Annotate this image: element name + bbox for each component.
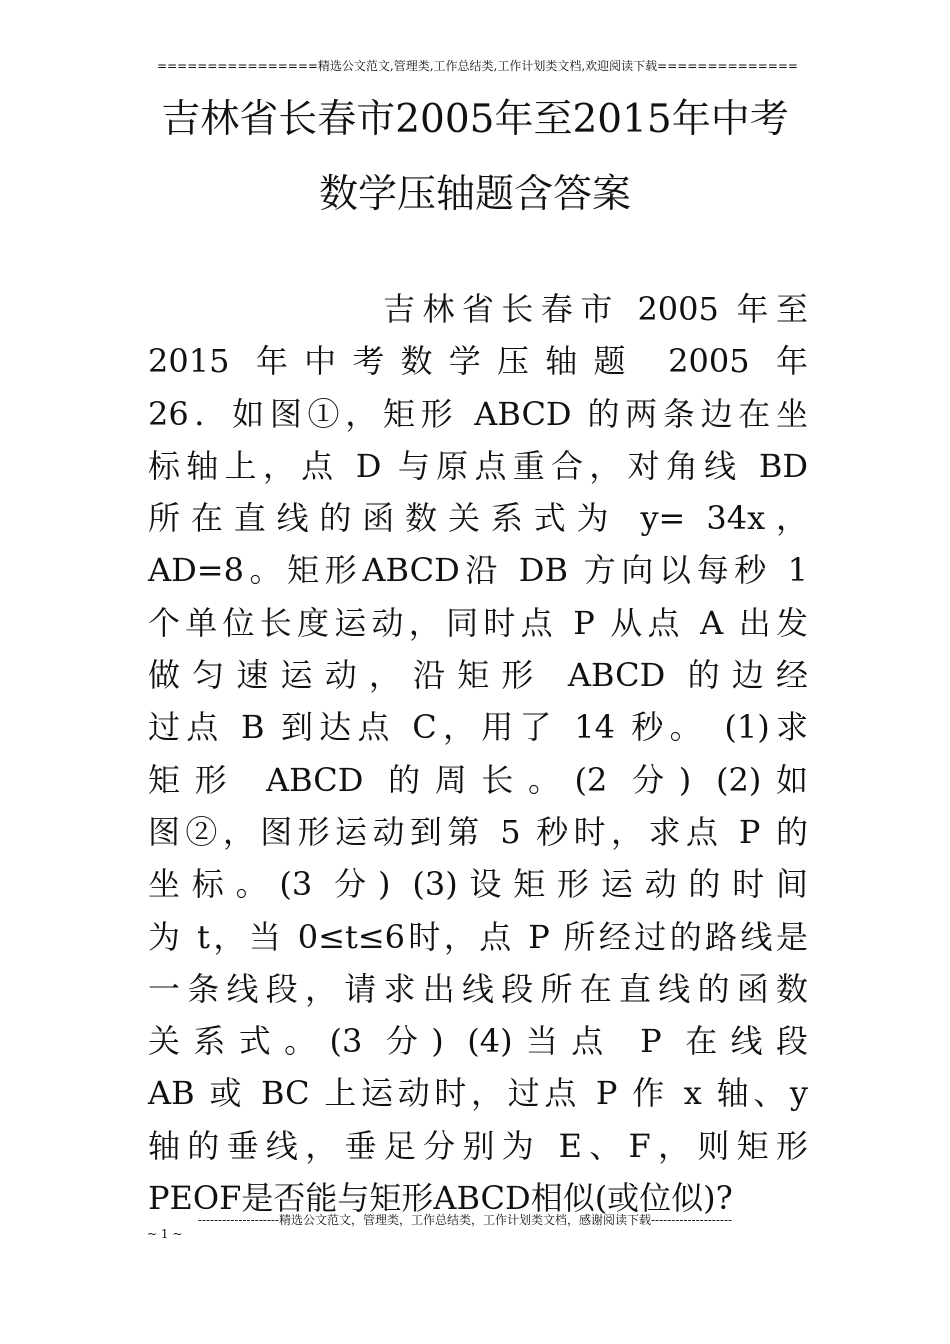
body-line: 关系式。(3 分) (4)当点 P 在线段: [148, 1022, 808, 1061]
body-line: 为 t，当 0≤t≤6时，点 P 所经过的路线是: [148, 917, 808, 956]
body-line: 矩形 ABCD 的周长。(2 分) (2)如: [148, 760, 808, 799]
body-line: 2015 年中考数学压轴题 2005 年: [148, 342, 808, 381]
body-line: 过点 B 到达点 C，用了 14 秒。 (1)求: [148, 708, 808, 747]
page-header: ================精选公文范文,管理类,工作总结类,工作计划类文档,欢迎阅读下载==============: [157, 59, 798, 73]
body-line: 标轴上，点 D 与原点重合，对角线 BD: [148, 446, 808, 485]
body-line: 轴的垂线，垂足分别为 E、F，则矩形: [148, 1126, 808, 1165]
body-line: 26．如图①，矩形 ABCD 的两条边在坐: [148, 394, 808, 433]
body-line: 所在直线的函数关系式为 y= 34x，: [148, 499, 808, 538]
body-line: AB 或 BC 上运动时，过点 P 作 x 轴、y: [148, 1074, 808, 1113]
body-line: 个单位长度运动，同时点 P 从点 A 出发: [148, 603, 808, 642]
page-number: ~ 1 ~: [147, 1227, 183, 1241]
document-body: [148, 283, 808, 1224]
page-footer: --------------------精选公文范文，管理类，工作总结类，工作计划类文档，感谢阅读下载--------------------: [197, 1213, 733, 1227]
body-line: 图②，图形运动到第 5 秒时，求点 P 的: [148, 812, 808, 851]
body-line: 吉林省长春市 2005 年至: [383, 290, 808, 328]
body-line: 做匀速运动，沿矩形 ABCD 的边经: [148, 656, 808, 695]
document-title-line-1: 吉林省长春市2005年至2015年中考: [161, 97, 789, 142]
body-line: 一条线段，请求出线段所在直线的函数: [148, 969, 808, 1008]
body-line: 坐标。(3 分) (3)设矩形运动的时间: [148, 865, 808, 904]
document-title-line-2: 数学压轴题含答案: [318, 172, 631, 217]
body-line: PEOF是否能与矩形ABCD相似(或位似)?: [148, 1179, 733, 1218]
body-line: AD=8。矩形ABCD沿 DB 方向以每秒 1: [148, 551, 808, 590]
